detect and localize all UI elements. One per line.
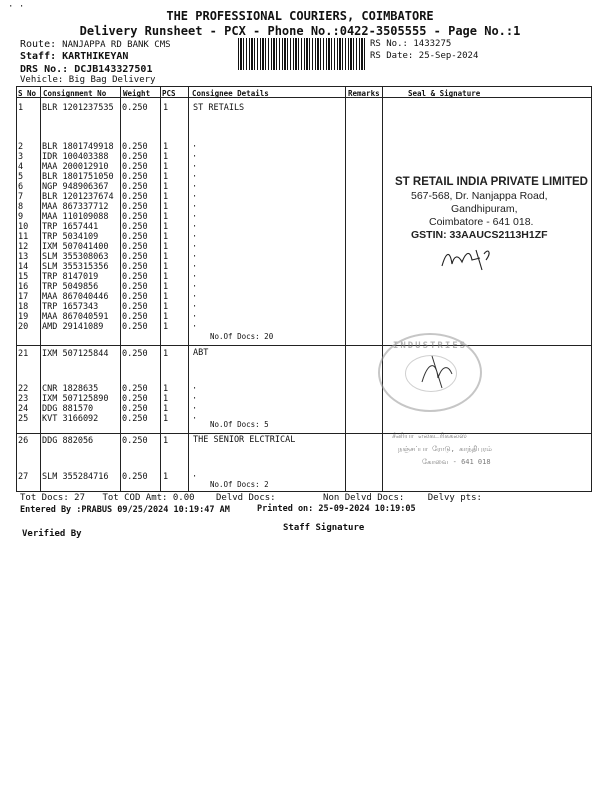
row-sno: 2 bbox=[18, 142, 24, 152]
row-pcs: 1 bbox=[163, 192, 169, 202]
row-weight: 0.250 bbox=[122, 302, 148, 312]
row-weight: 0.250 bbox=[122, 182, 148, 192]
row-weight: 0.250 bbox=[122, 394, 148, 404]
bullet-dot: · bbox=[192, 272, 198, 282]
row-consignment: MAA 200012910 bbox=[42, 162, 109, 172]
verified-by: Verified By bbox=[22, 529, 82, 539]
row-weight: 0.250 bbox=[122, 192, 148, 202]
header-consignment-no: Consignment No bbox=[43, 89, 107, 98]
row-consignment: CNR 1828635 bbox=[42, 384, 99, 394]
row-consignment: IXM 507125890 bbox=[42, 394, 109, 404]
rs-date-value: 25-Sep-2024 bbox=[418, 51, 479, 61]
row-consignment: MAA 867040446 bbox=[42, 292, 109, 302]
route-line bbox=[20, 39, 171, 50]
stamp-company-name: ST RETAIL INDIA PRIVATE LIMITED bbox=[395, 176, 588, 188]
company-stamp bbox=[395, 176, 595, 241]
drs-line bbox=[20, 64, 152, 75]
row-sno: 5 bbox=[18, 172, 24, 182]
bullet-dot: · bbox=[192, 252, 198, 262]
route-value: NANJAPPA RD BANK CMS bbox=[62, 40, 171, 50]
table-row bbox=[16, 152, 592, 162]
row-consignment: TRP 1657343 bbox=[42, 302, 99, 312]
row-pcs: 1 bbox=[163, 103, 169, 113]
row-sno: 18 bbox=[18, 302, 29, 312]
seal-text: INDUSTRIES bbox=[392, 341, 468, 351]
table-row bbox=[16, 414, 592, 424]
consignee-name: THE SENIOR ELCTRICAL bbox=[193, 435, 296, 445]
vehicle-line bbox=[20, 75, 155, 85]
bullet-dot: · bbox=[192, 142, 198, 152]
row-weight: 0.250 bbox=[122, 349, 148, 359]
row-consignment: BLR 1201237535 bbox=[42, 103, 114, 113]
table-row bbox=[16, 292, 592, 302]
table-row bbox=[16, 302, 592, 312]
table-row bbox=[16, 262, 592, 272]
row-weight: 0.250 bbox=[122, 384, 148, 394]
rs-no-line bbox=[370, 39, 451, 49]
stamp-city-line: Coimbatore - 641 018. bbox=[429, 216, 534, 228]
row-weight: 0.250 bbox=[122, 172, 148, 182]
staff-line bbox=[20, 51, 128, 62]
row-weight: 0.250 bbox=[122, 222, 148, 232]
bullet-dot: · bbox=[192, 162, 198, 172]
row-sno: 4 bbox=[18, 162, 24, 172]
row-weight: 0.250 bbox=[122, 322, 148, 332]
row-pcs: 1 bbox=[163, 242, 169, 252]
group-divider-1 bbox=[16, 345, 592, 346]
header-pcs: PCS bbox=[162, 89, 176, 98]
row-sno: 11 bbox=[18, 232, 29, 242]
rs-date-line bbox=[370, 51, 478, 61]
row-sno: 1 bbox=[18, 103, 24, 113]
rs-no-label: RS No.: bbox=[370, 39, 408, 49]
barcode-image bbox=[238, 38, 366, 70]
row-weight: 0.250 bbox=[122, 472, 148, 482]
table-row bbox=[16, 312, 592, 322]
row-consignment: BLR 1801751050 bbox=[42, 172, 114, 182]
row-consignment: IXM 507041400 bbox=[42, 242, 109, 252]
bullet-dot: · bbox=[192, 302, 198, 312]
seal-signature bbox=[418, 352, 458, 392]
staff-value: KARTHIKEYAN bbox=[62, 51, 129, 62]
row-weight: 0.250 bbox=[122, 262, 148, 272]
row-pcs: 1 bbox=[163, 202, 169, 212]
row-consignment: SLM 355308063 bbox=[42, 252, 109, 262]
totals-line bbox=[20, 493, 482, 503]
row-pcs: 1 bbox=[163, 312, 169, 322]
row-pcs: 1 bbox=[163, 349, 169, 359]
handwritten-signature bbox=[436, 244, 496, 274]
row-weight: 0.250 bbox=[122, 272, 148, 282]
row-sno: 21 bbox=[18, 349, 29, 359]
bullet-dot: · bbox=[192, 282, 198, 292]
row-pcs: 1 bbox=[163, 472, 169, 482]
bullet-dot: · bbox=[192, 212, 198, 222]
row-sno: 23 bbox=[18, 394, 29, 404]
row-consignment: DDG 882056 bbox=[42, 436, 94, 446]
row-weight: 0.250 bbox=[122, 162, 148, 172]
table-row bbox=[16, 103, 592, 113]
row-consignment: MAA 867337712 bbox=[42, 202, 109, 212]
row-sno: 10 bbox=[18, 222, 29, 232]
row-weight: 0.250 bbox=[122, 242, 148, 252]
table-row bbox=[16, 242, 592, 252]
row-weight: 0.250 bbox=[122, 292, 148, 302]
row-pcs: 1 bbox=[163, 414, 169, 424]
row-sno: 19 bbox=[18, 312, 29, 322]
stamp-address-line: 567-568, Dr. Nanjappa Road, bbox=[411, 190, 548, 202]
row-consignment: MAA 110109088 bbox=[42, 212, 109, 222]
table-row bbox=[16, 162, 592, 172]
runsheet-title: Delivery Runsheet - PCX - Phone No.:0422-3505555 - Page No.:1 bbox=[79, 24, 521, 38]
row-pcs: 1 bbox=[163, 262, 169, 272]
bullet-dot: · bbox=[192, 262, 198, 272]
row-pcs: 1 bbox=[163, 322, 169, 332]
row-pcs: 1 bbox=[163, 302, 169, 312]
row-weight: 0.250 bbox=[122, 404, 148, 414]
row-pcs: 1 bbox=[163, 212, 169, 222]
row-consignment: MAA 867040591 bbox=[42, 312, 109, 322]
row-sno: 26 bbox=[18, 436, 29, 446]
row-sno: 15 bbox=[18, 272, 29, 282]
header-consignee-details: Consignee Details bbox=[192, 89, 269, 98]
table-row bbox=[16, 394, 592, 404]
tamil-stamp-line: நஞ்சப்பா ரோடு, காந்திபுரம் bbox=[398, 445, 492, 453]
row-pcs: 1 bbox=[163, 282, 169, 292]
table-row bbox=[16, 384, 592, 394]
header-sno: S No bbox=[18, 89, 37, 98]
rs-date-label: RS Date: bbox=[370, 51, 414, 61]
bullet-dot: · bbox=[192, 414, 198, 424]
runsheet-table bbox=[16, 86, 592, 489]
row-pcs: 1 bbox=[163, 232, 169, 242]
company-title: THE PROFESSIONAL COURIERS, COIMBATORE bbox=[166, 9, 434, 23]
row-sno: 20 bbox=[18, 322, 29, 332]
bullet-dot: · bbox=[192, 404, 198, 414]
route-label: Route: bbox=[20, 39, 57, 50]
row-consignment: TRP 5034109 bbox=[42, 232, 99, 242]
row-pcs: 1 bbox=[163, 292, 169, 302]
table-row bbox=[16, 404, 592, 414]
row-pcs: 1 bbox=[163, 252, 169, 262]
vehicle-value: Big Bag Delivery bbox=[68, 75, 156, 85]
row-sno: 24 bbox=[18, 404, 29, 414]
delvd-docs: Delvd Docs: bbox=[216, 493, 276, 503]
row-consignment: NGP 948906367 bbox=[42, 182, 109, 192]
staff-signature: Staff Signature bbox=[283, 523, 365, 533]
row-weight: 0.250 bbox=[122, 142, 148, 152]
bullet-dot: · bbox=[192, 384, 198, 394]
row-pcs: 1 bbox=[163, 436, 169, 446]
tamil-stamp-line: கோவை - 641 018 bbox=[422, 458, 491, 466]
row-weight: 0.250 bbox=[122, 212, 148, 222]
row-pcs: 1 bbox=[163, 172, 169, 182]
row-weight: 0.250 bbox=[122, 414, 148, 424]
tot-docs: Tot Docs: 27 bbox=[20, 493, 86, 503]
row-pcs: 1 bbox=[163, 394, 169, 404]
row-consignment: TRP 5049856 bbox=[42, 282, 99, 292]
row-consignment: DDG 881570 bbox=[42, 404, 94, 414]
row-sno: 16 bbox=[18, 282, 29, 292]
table-row bbox=[16, 272, 592, 282]
row-sno: 8 bbox=[18, 202, 24, 212]
row-weight: 0.250 bbox=[122, 252, 148, 262]
bullet-dot: · bbox=[192, 232, 198, 242]
table-row bbox=[16, 252, 592, 262]
row-sno: 3 bbox=[18, 152, 24, 162]
bullet-dot: · bbox=[192, 394, 198, 404]
row-sno: 6 bbox=[18, 182, 24, 192]
row-consignment: IXM 507125844 bbox=[42, 349, 109, 359]
tamil-stamp-line: சீனியர் எலக்ட்ரிக்கல்ஸ் bbox=[392, 432, 467, 440]
row-weight: 0.250 bbox=[122, 152, 148, 162]
row-consignment: TRP 1657441 bbox=[42, 222, 99, 232]
table-top-border bbox=[16, 86, 592, 87]
group-doc-count: No.Of Docs: 5 bbox=[210, 420, 269, 429]
row-sno: 13 bbox=[18, 252, 29, 262]
stamp-gstin-line: GSTIN: 33AAUCS2113H1ZF bbox=[411, 229, 548, 241]
row-pcs: 1 bbox=[163, 384, 169, 394]
row-sno: 9 bbox=[18, 212, 24, 222]
drs-label: DRS No.: bbox=[20, 64, 69, 75]
tot-cod-amt: Tot COD Amt: 0.00 bbox=[102, 493, 195, 503]
row-consignment: TRP 8147019 bbox=[42, 272, 99, 282]
row-sno: 14 bbox=[18, 262, 29, 272]
group-doc-count: No.Of Docs: 2 bbox=[210, 480, 269, 489]
row-consignment: IDR 100403388 bbox=[42, 152, 109, 162]
table-row bbox=[16, 142, 592, 152]
row-sno: 12 bbox=[18, 242, 29, 252]
row-pcs: 1 bbox=[163, 222, 169, 232]
row-consignment: SLM 355284716 bbox=[42, 472, 109, 482]
row-pcs: 1 bbox=[163, 404, 169, 414]
bullet-dot: · bbox=[192, 152, 198, 162]
row-pcs: 1 bbox=[163, 182, 169, 192]
table-row bbox=[16, 282, 592, 292]
row-consignment: KVT 3166092 bbox=[42, 414, 99, 424]
non-delvd-docs: Non Delvd Docs: bbox=[323, 493, 405, 503]
table-bottom-border bbox=[16, 491, 592, 492]
row-pcs: 1 bbox=[163, 152, 169, 162]
header-seal-signature: Seal & Signature bbox=[408, 89, 481, 98]
bullet-dot: · bbox=[192, 472, 198, 482]
row-weight: 0.250 bbox=[122, 232, 148, 242]
bullet-dot: · bbox=[192, 192, 198, 202]
bullet-dot: · bbox=[192, 292, 198, 302]
bullet-dot: · bbox=[192, 242, 198, 252]
group-doc-count: No.Of Docs: 20 bbox=[210, 332, 274, 341]
entered-by: Entered By :PRABUS 09/25/2024 10:19:47 AM bbox=[20, 505, 230, 515]
row-consignment: AMD 29141089 bbox=[42, 322, 104, 332]
row-consignment: SLM 355315356 bbox=[42, 262, 109, 272]
row-sno: 7 bbox=[18, 192, 24, 202]
row-weight: 0.250 bbox=[122, 103, 148, 113]
row-pcs: 1 bbox=[163, 142, 169, 152]
rs-no-value: 1433275 bbox=[413, 39, 452, 49]
header-weight: Weight bbox=[123, 89, 151, 98]
row-sno: 27 bbox=[18, 472, 29, 482]
bullet-dot: · bbox=[192, 222, 198, 232]
scan-dots: · · bbox=[8, 2, 25, 12]
row-sno: 17 bbox=[18, 292, 29, 302]
bullet-dot: · bbox=[192, 202, 198, 212]
row-consignment: BLR 1201237674 bbox=[42, 192, 114, 202]
row-sno: 22 bbox=[18, 384, 29, 394]
header-remarks: Remarks bbox=[348, 89, 380, 98]
consignee-name: ABT bbox=[193, 348, 209, 358]
second-company-stamp bbox=[392, 432, 592, 487]
row-weight: 0.250 bbox=[122, 436, 148, 446]
row-pcs: 1 bbox=[163, 162, 169, 172]
row-weight: 0.250 bbox=[122, 202, 148, 212]
row-consignment: BLR 1801749918 bbox=[42, 142, 114, 152]
table-row bbox=[16, 349, 592, 359]
table-row bbox=[16, 322, 592, 332]
row-sno: 25 bbox=[18, 414, 29, 424]
row-weight: 0.250 bbox=[122, 312, 148, 322]
printed-on: Printed on: 25-09-2024 10:19:05 bbox=[257, 504, 416, 514]
delvy-pts: Delvy pts: bbox=[427, 493, 482, 503]
bullet-dot: · bbox=[192, 182, 198, 192]
drs-value: DCJB143327501 bbox=[74, 64, 153, 75]
row-weight: 0.250 bbox=[122, 282, 148, 292]
vehicle-label: Vehicle: bbox=[20, 75, 64, 85]
consignee-name: ST RETAILS bbox=[193, 103, 245, 113]
staff-label: Staff: bbox=[20, 51, 57, 62]
bullet-dot: · bbox=[192, 172, 198, 182]
stamp-area-line: Gandhipuram, bbox=[451, 203, 518, 215]
bullet-dot: · bbox=[192, 322, 198, 332]
row-pcs: 1 bbox=[163, 272, 169, 282]
bullet-dot: · bbox=[192, 312, 198, 322]
